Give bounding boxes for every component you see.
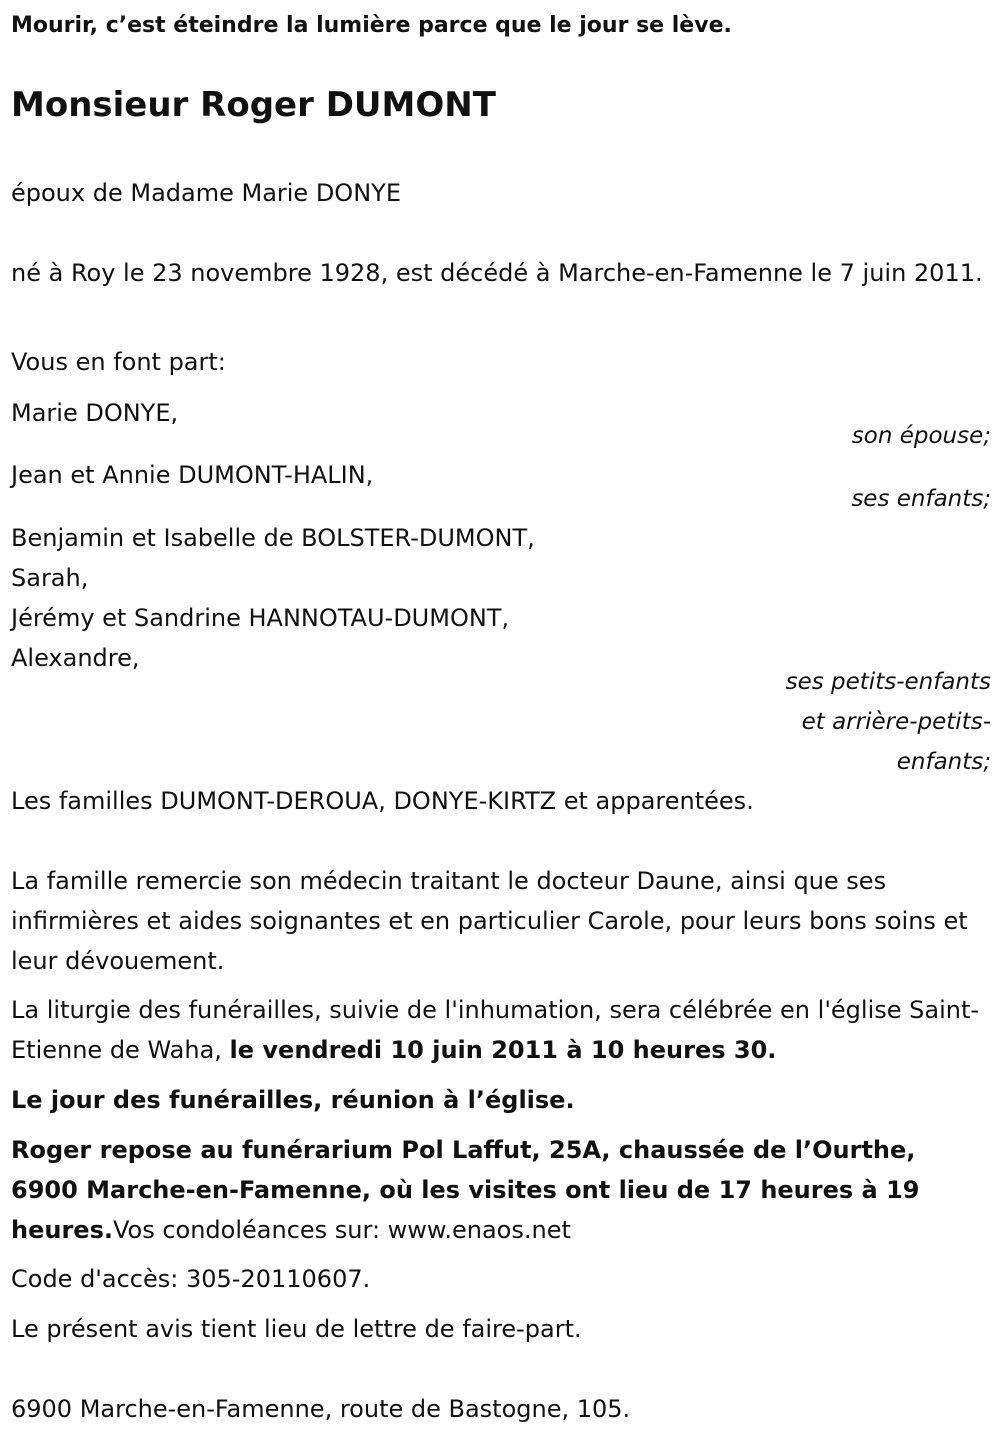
announce-intro: Vous en font part:: [11, 348, 226, 376]
family-spouse-name: Marie DONYE,: [11, 399, 179, 427]
liturgy-paragraph: [11, 990, 989, 1070]
liturgy-date: le vendredi 10 juin 2011 à 10 heures 30.: [229, 1036, 777, 1064]
spouse-line: époux de Madame Marie DONYE: [11, 179, 401, 207]
family-children-role: ses enfants;: [851, 486, 991, 512]
deceased-name: Monsieur Roger DUMONT: [11, 85, 496, 125]
birth-death-text: né à Roy le 23 novembre 1928, est décédé à Marche-en-Famenne le 7 juin 2011.: [11, 259, 983, 287]
related-families: Les familles DUMONT-DEROUA, DONYE-KIRTZ et apparentées.: [11, 787, 754, 815]
family-spouse-role: son épouse;: [851, 423, 991, 449]
visitation-text: Roger repose au funérarium Pol Laffut, 25A, chaussée de l’Ourthe, 6900 Marche-en-Famenne, où les visites ont lieu de 17 heures à 19 heures.: [11, 1136, 920, 1244]
grandchildren-role-line: et arrière-petits-: [801, 709, 991, 735]
grandchild-line: Jérémy et Sandrine HANNOTAU-DUMONT,: [11, 604, 510, 632]
thanks-paragraph: La famille remercie son médecin traitant le docteur Daune, ainsi que ses infirmières et aides soignantes et en particulier Carole, pour leurs bons soins et leur dévouement.: [11, 867, 968, 975]
meeting-notice: Le jour des funérailles, réunion à l’église.: [11, 1086, 575, 1114]
liturgy-text: La liturgie des funérailles, suivie de l'inhumation, sera célébrée en l'église Saint-Etienne de Waha,: [11, 996, 980, 1064]
grandchildren-role-line: enfants;: [896, 749, 991, 775]
grandchild-line: Sarah,: [11, 564, 89, 592]
epigraph: Mourir, c’est éteindre la lumière parce que le jour se lève.: [11, 13, 732, 38]
visitation-paragraph: [11, 1130, 989, 1250]
access-code: Code d'accès: 305-20110607.: [11, 1265, 371, 1293]
grandchildren-role-line: ses petits-enfants: [785, 669, 991, 695]
address: 6900 Marche-en-Famenne, route de Bastogne, 105.: [11, 1395, 631, 1423]
condolences-text: Vos condoléances sur: www.enaos.net: [112, 1216, 571, 1244]
faire-part-notice: Le présent avis tient lieu de lettre de faire-part.: [11, 1315, 582, 1343]
family-children-names: Jean et Annie DUMONT-HALIN,: [11, 461, 374, 489]
grandchild-line: Benjamin et Isabelle de BOLSTER-DUMONT,: [11, 524, 535, 552]
grandchild-line: Alexandre,: [11, 644, 140, 672]
